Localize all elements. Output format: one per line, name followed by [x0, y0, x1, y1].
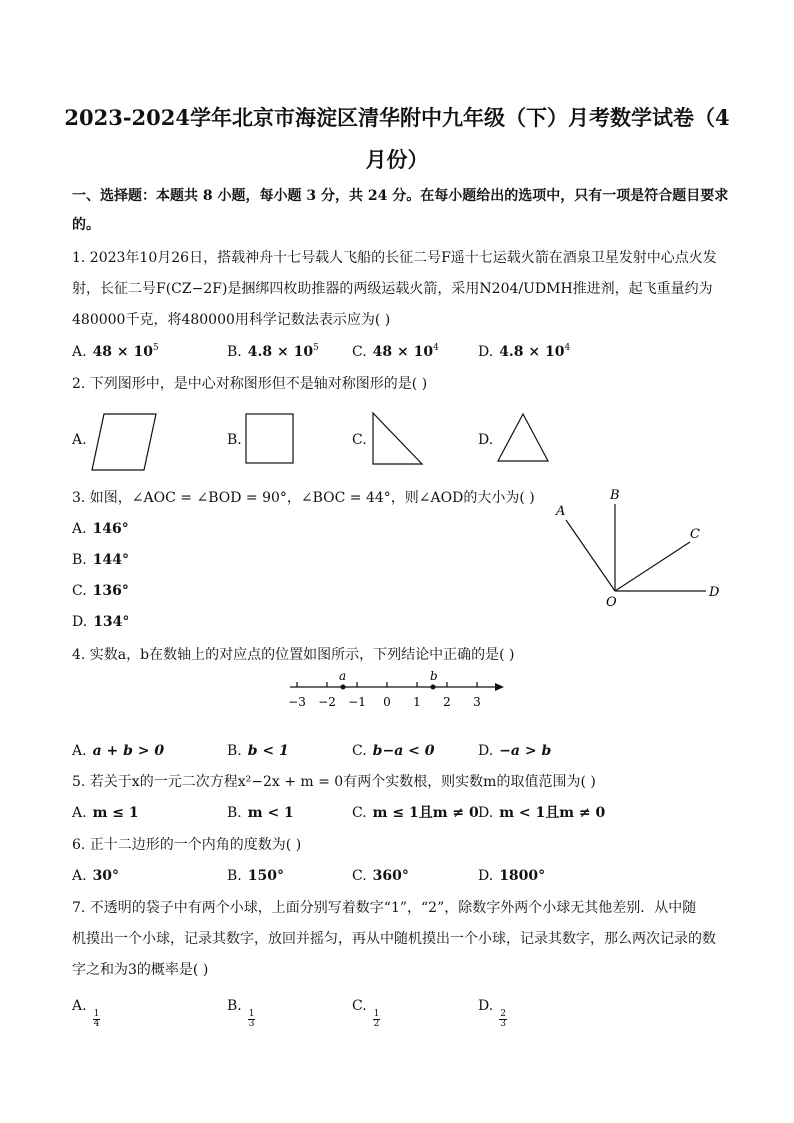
equilateral-triangle-figure — [496, 412, 552, 464]
point-b-label: B — [610, 488, 620, 503]
q7-option-a[interactable]: A. $\frac{1}{4}$ — [72, 998, 100, 1029]
point-d-label: D — [709, 585, 720, 600]
q4-option-c[interactable]: C. b−a < 0 — [352, 743, 435, 759]
point-a-dot — [341, 685, 346, 690]
q1-option-a[interactable]: A. $48 \times 10^5$ — [72, 343, 159, 360]
q7-option-d[interactable]: D. $\frac{2}{3}$ — [478, 998, 506, 1029]
q4-option-a[interactable]: A. a + b > 0 — [72, 743, 165, 759]
q1-option-d[interactable]: D. $4.8 \times 10^4$ — [478, 343, 571, 360]
number-line-tick-label: −1 — [348, 695, 366, 709]
q1-text-line-2: 射，长征二号F(CZ−2F)是捆绑四枚助推器的两级运载火箭，采用N204/UDMH推进剂，起飞重量约为 — [72, 281, 713, 297]
q7-option-c[interactable]: C. $\frac{1}{2}$ — [352, 998, 380, 1029]
number-line-tick-label: 3 — [473, 695, 481, 709]
number-line-tick-label: −3 — [288, 695, 306, 709]
q3-option-d[interactable]: D. 134° — [72, 614, 130, 630]
q7-text-line-1: 7. 不透明的袋子中有两个小球，上面分别写着数字“1”，“2”，除数字外两个小球无其他差别．从中随 — [72, 900, 697, 916]
point-b-dot — [431, 685, 436, 690]
parallelogram-figure — [90, 410, 162, 474]
q2-option-a[interactable]: A. — [72, 432, 87, 448]
section-heading-line-2: 的。 — [72, 217, 100, 233]
point-a-label: A — [556, 504, 566, 519]
q2-option-c[interactable]: C. — [352, 432, 367, 448]
q7-text-line-2: 机摸出一个小球，记录其数字，放回并摇匀，再从中随机摸出一个小球，记录其数字，那么两次记录的数 — [72, 931, 716, 947]
q3-option-b[interactable]: B. 144° — [72, 552, 129, 568]
number-line-tick-label: 2 — [443, 695, 451, 709]
axis-arrow-icon — [495, 683, 504, 691]
q4-text-line-1: 4. 实数a，b在数轴上的对应点的位置如图所示，下列结论中正确的是( ) — [72, 647, 515, 663]
q1-option-b[interactable]: B. $4.8 \times 10^5$ — [227, 343, 319, 360]
point-o-label: O — [606, 595, 617, 610]
point-c-label: C — [690, 527, 700, 542]
q2-text-line-1: 2. 下列图形中，是中心对称图形但不是轴对称图形的是( ) — [72, 376, 428, 392]
q5-text-line-1: 5. 若关于x的一元二次方程x²−2x + m = 0有两个实数根，则实数m的取值范围为( ) — [72, 774, 596, 790]
q4-option-b[interactable]: B. b < 1 — [227, 743, 289, 759]
number-line-b-label: b — [430, 669, 438, 683]
exam-title-line-1: 2023-2024学年北京市海淀区清华附中九年级（下）月考数学试卷（4 — [64, 105, 730, 130]
number-line-tick-label: 0 — [383, 695, 391, 709]
q3-text-line-1: 3. 如图，∠AOC = ∠BOD = 90°，∠BOC = 44°，则∠AOD的大小为( ) — [72, 490, 535, 506]
q6-option-d[interactable]: D. 1800° — [478, 868, 546, 884]
square-figure — [244, 412, 296, 466]
q2-option-b[interactable]: B. — [227, 432, 242, 448]
q5-option-d[interactable]: D. m < 1且m ≠ 0 — [478, 805, 606, 821]
section-heading-line-1: 一、选择题：本题共 8 小题，每小题 3 分，共 24 分。在每小题给出的选项中，只有一项是符合题目要求 — [72, 188, 729, 204]
right-triangle-figure — [370, 411, 426, 467]
q1-option-c[interactable]: C. $48 \times 10^4$ — [352, 343, 439, 360]
angle-figure — [548, 484, 728, 610]
q6-option-c[interactable]: C. 360° — [352, 868, 409, 884]
q6-text-line-1: 6. 正十二边形的一个内角的度数为( ) — [72, 837, 302, 853]
q4-option-d[interactable]: D. −a > b — [478, 743, 552, 759]
q2-option-d[interactable]: D. — [478, 432, 494, 448]
q7-option-b[interactable]: B. $\frac{1}{3}$ — [227, 998, 255, 1029]
number-line-ticks — [288, 682, 481, 709]
q5-option-c[interactable]: C. m ≤ 1且m ≠ 0 — [352, 805, 479, 821]
q3-option-a[interactable]: A. 146° — [72, 521, 129, 537]
ray-oc — [615, 542, 690, 591]
number-line-tick-label: 1 — [413, 695, 421, 709]
q3-option-c[interactable]: C. 136° — [72, 583, 129, 599]
ray-oa — [566, 520, 615, 591]
q5-option-b[interactable]: B. m < 1 — [227, 805, 294, 821]
q1-text-line-1: 1. 2023年10月26日，搭载神舟十七号载人飞船的长征二号F遥十七运载火箭在酒泉卫星发射中心点火发 — [72, 250, 717, 266]
q5-option-a[interactable]: A. m ≤ 1 — [72, 805, 139, 821]
q1-text-line-3: 480000千克，将480000用科学记数法表示应为( ) — [72, 312, 391, 328]
exam-title-line-2: 月份） — [365, 147, 429, 172]
q7-text-line-3: 字之和为3的概率是( ) — [72, 962, 209, 978]
number-line-tick-label: −2 — [318, 695, 336, 709]
q6-option-b[interactable]: B. 150° — [227, 868, 284, 884]
number-line-figure — [284, 668, 510, 714]
number-line-a-label: a — [339, 669, 347, 683]
q6-option-a[interactable]: A. 30° — [72, 868, 120, 884]
